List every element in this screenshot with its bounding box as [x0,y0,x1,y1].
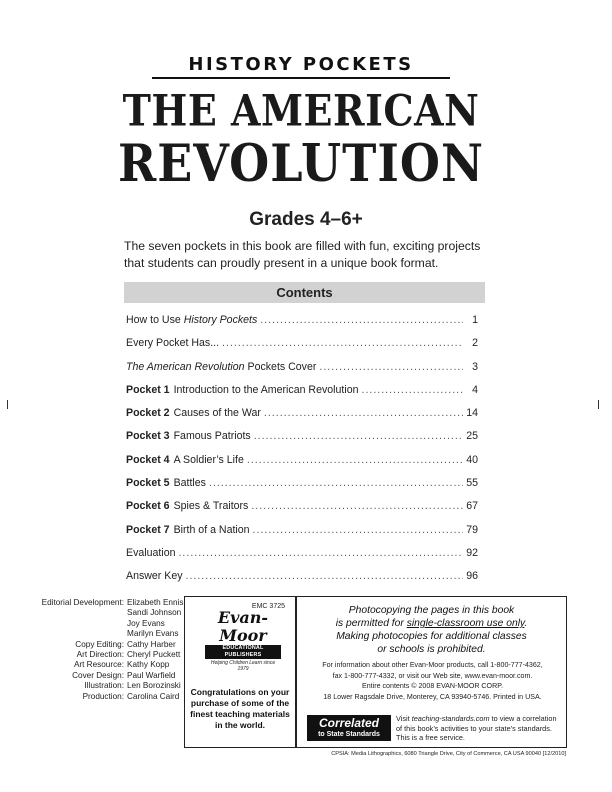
cpsia-line: CPSIA: Media Lithographics, 6080 Triangle Drive, City of Commerce, CA USA 90040 [12/2010] [331,751,566,757]
toc-leader-dots [362,384,464,396]
credit-row [36,660,186,670]
toc-page-number: 3 [472,360,478,373]
book-title-line2: REVOLUTION [117,132,485,194]
toc-label [126,500,248,512]
publisher-box [184,596,296,748]
notice-line4: or schools is prohibited. [377,644,486,655]
series-title: HISTORY POCKETS [188,54,414,75]
toc-page-number: 79 [466,523,478,536]
notice-line1: Photocopying the pages in this book [348,605,515,616]
contents-title: Contents [276,285,333,300]
credit-row [36,598,186,640]
evan-moor-logo [205,609,281,672]
toc-row [126,384,478,407]
credit-name: Elizabeth Ennis [127,598,184,607]
toc-row [126,500,478,523]
credit-role: Art Resource: [73,660,124,670]
toc-pocket-number: Pocket 6 [126,500,170,513]
toc-leader-dots [209,477,463,489]
toc-row [126,337,478,360]
toc-leader-dots [178,547,463,559]
toc-row [126,430,478,453]
credit-name: Marilyn Evans [127,629,179,639]
toc-label [126,524,250,536]
notice-underlined: single-classroom use only [406,618,525,629]
correlated-sublabel: to State Standards [318,731,380,738]
visit-post: to view a correlation of this book’s activities to your state’s standards. This is a free service. [396,714,557,743]
logo-tagline: Helping Children Learn since 1979 [210,660,276,672]
info-line2: fax 1-800-777-4332, or visit our Web site, www.evan-moor.com. [332,671,533,680]
credit-row [36,681,186,691]
toc-page-number: 96 [466,570,478,583]
correlated-badge [307,715,391,741]
toc-leader-dots [260,314,463,326]
toc-row [126,524,478,547]
congrats-text: Congratulations on your purchase of some of the finest teaching materials in the world. [190,687,290,730]
toc-text: A Soldier’s Life [173,453,244,466]
info-line3: Entire contents © 2008 EVAN-MOOR CORP. [362,682,503,690]
toc-pocket-number: Pocket 1 [126,383,170,396]
toc-text: Spies & Traitors [173,500,249,513]
credit-names [127,681,186,691]
toc-page-number: 14 [466,407,478,420]
credit-names [127,671,186,681]
credit-name: Kathy Kopp [127,660,170,670]
info-line1: For information about other Evan-Moor products, call 1-800-777-4362, [322,661,543,669]
toc-pocket-number: Pocket 2 [126,407,170,420]
toc-row [126,570,478,593]
credit-name: Len Borozinski [127,681,181,691]
toc-label [126,407,261,419]
credit-name: Cathy Harber [127,639,176,649]
left-margin-tick [7,400,8,409]
toc-leader-dots [251,500,463,512]
toc-text: Every Pocket Has... [126,337,220,350]
notice-box [296,596,567,748]
logo-band: EDUCATIONAL PUBLISHERS [205,645,281,659]
credit-role: Illustration: [84,681,124,691]
toc-leader-dots [222,337,463,349]
notice-line3: Making photocopies for additional classes [336,631,527,642]
credit-role: Production: [82,691,124,701]
credit-name: Cheryl Puckett [127,650,181,660]
toc-page-number: 1 [472,314,478,326]
toc-page-number: 2 [472,337,478,350]
toc-label [126,361,316,373]
visit-site-link[interactable]: teaching-standards.com [411,714,490,723]
table-of-contents [126,314,478,594]
credits-list [36,598,186,702]
grades-heading: Grades 4–6+ [249,209,363,230]
info-line4: 18 Lower Ragsdale Drive, Monterey, CA 93940-5746. Printed in USA. [323,692,542,701]
toc-label [126,314,257,326]
toc-row [126,454,478,477]
credit-names [127,598,186,640]
logo-name: Evan-Moor [217,608,269,645]
toc-label [126,570,183,582]
notice-line2 [303,617,560,630]
toc-label [126,384,359,396]
toc-row [126,547,478,570]
series-rule [152,77,450,79]
credit-role: Copy Editing: [75,639,124,649]
toc-label [126,430,251,442]
credit-name: Joy Evans [127,618,165,628]
credit-row [36,650,186,660]
credit-role: Cover Design: [72,670,124,680]
visit-pre: Visit [396,714,412,723]
toc-text: Evaluation [126,546,176,559]
toc-page-number: 92 [466,546,478,559]
toc-page-number: 4 [472,383,478,396]
notice-line2-pre: is permitted for [335,618,407,629]
toc-text: Causes of the War [173,407,261,420]
toc-text: Answer Key [126,570,183,583]
toc-leader-dots [254,430,463,442]
toc-label [126,337,219,349]
credit-row [36,671,186,681]
credit-names [127,650,186,660]
toc-text: Birth of a Nation [173,523,250,536]
correlated-label: Correlated [318,716,380,730]
toc-page-number: 25 [466,430,478,443]
toc-label [126,477,206,489]
toc-row [126,361,478,384]
credit-names [127,640,186,650]
toc-row [126,407,478,430]
toc-pocket-number: Pocket 4 [126,453,170,466]
toc-leader-dots [247,454,463,466]
toc-italic-text: History Pockets [183,314,258,326]
toc-page-number: 40 [466,453,478,466]
visit-text [396,714,562,743]
credit-row [36,692,186,702]
photocopy-notice [303,604,560,656]
toc-pocket-number: Pocket 7 [126,523,170,536]
product-code: EMC 3725 [251,603,285,610]
toc-pocket-number: Pocket 5 [126,477,170,490]
credit-row [36,640,186,650]
credit-role: Art Direction: [76,650,124,660]
toc-text: How to Use [126,314,184,326]
right-margin-tick [598,400,599,409]
toc-leader-dots [319,361,463,373]
credit-role: Editorial Development: [41,598,124,607]
toc-page-number: 67 [466,500,478,513]
toc-row [126,477,478,500]
contents-bar [124,282,485,303]
notice-line2-post: . [524,618,528,629]
toc-page-number: 55 [466,477,478,490]
toc-leader-dots [253,524,463,536]
toc-text: Introduction to the American Revolution [173,383,359,396]
toc-leader-dots [186,570,463,582]
toc-text-after: Pockets Cover [244,360,317,373]
credit-names [127,692,186,702]
credit-name: Paul Warfield [127,670,176,680]
book-title-line1: THE AMERICAN [122,85,480,136]
toc-text: Famous Patriots [173,430,251,443]
contact-info [303,660,562,702]
toc-label [126,454,244,466]
credit-name: Sandi Johnson [127,608,182,618]
toc-label [126,547,175,559]
credit-name: Carolina Caird [127,691,180,701]
intro-text: The seven pockets in this book are filled with fun, exciting projects that students can proudly present in a unique book format. [124,239,481,270]
toc-pocket-number: Pocket 3 [126,430,170,443]
credit-names [127,660,186,670]
toc-row [126,314,478,337]
toc-text: Battles [173,477,206,490]
toc-italic-text: The American Revolution [126,360,245,373]
toc-leader-dots [264,407,463,419]
